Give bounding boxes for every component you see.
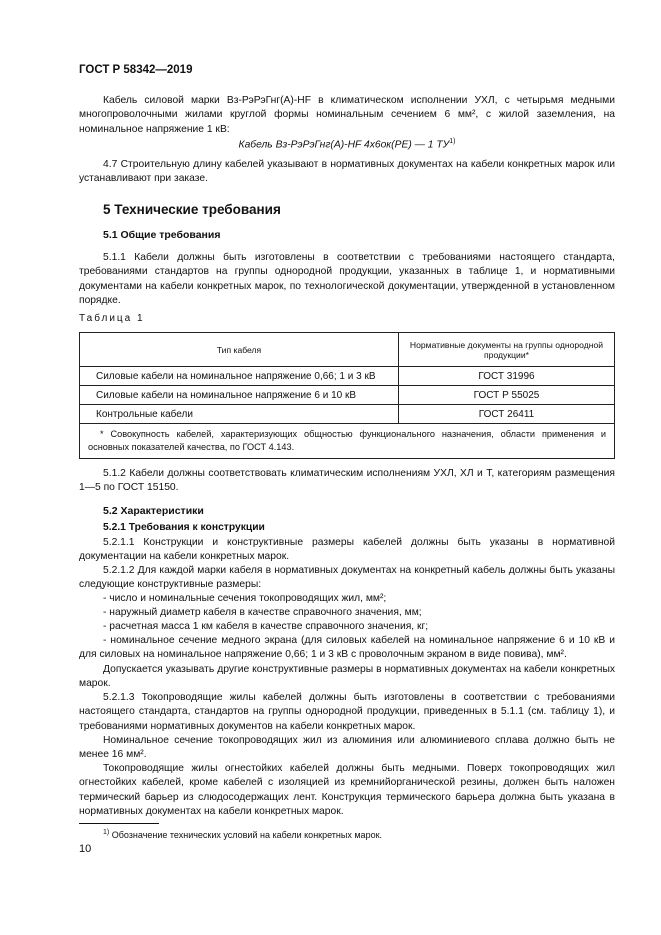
table-cell: Силовые кабели на номинальное напряжение 0,66; 1 и 3 кВ: [80, 367, 399, 386]
footnote-mark: 1): [103, 829, 110, 836]
list-item: - расчетная масса 1 км кабеля в качестве справочного значения, кг;: [103, 621, 429, 632]
table-caption: Таблица 1: [79, 313, 145, 324]
standard-header: ГОСТ Р 58342—2019: [79, 64, 193, 76]
paragraph-5-2-1-3: 5.2.1.3 Токопроводящие жилы кабелей должны быть изготовлены в соответствии с требованиями настоящего стандарта, стандартов на группы однородной продукции, приведенных в 5.1.1 (см. таблицу 1), и требованиями нормативных документов на кабели конкретных марок.: [79, 692, 615, 732]
table-header-normative-docs: Нормативные документы на группы однородной продукции*: [399, 333, 615, 367]
table-footnote-text: * Совокупность кабелей, характеризующих общностью функционального назначения, области применения и основных показателей качества, по ГОСТ 4.143.: [88, 429, 606, 452]
formula-text: Кабель Вз-РэРэГнг(А)-HF 4х6ок(PE) — 1 ТУ: [238, 139, 450, 151]
table-cell: ГОСТ 31996: [399, 367, 615, 386]
table-row: [80, 386, 615, 405]
formula-footnote-mark: 1): [449, 138, 456, 145]
list-item: - наружный диаметр кабеля в качестве справочного значения, мм;: [103, 607, 422, 618]
paragraph-5-1-1: 5.1.1 Кабели должны быть изготовлены в соответствии с требованиями настоящего стандарта, требованиями стандартов на группы однородной продукции, указанных в таблице 1, и нормативными документами на кабели конкретных марок, по технологической документации, утвержденной в установленном порядке.: [79, 252, 615, 306]
table-row: [80, 405, 615, 424]
list-item: - номинальное сечение медного экрана (для силовых кабелей на номинальное напряжение 6 и 10 кВ и для силовых на номинальное напряжение 0,66; 1 и 3 кВ с проволочным экраном в виде повива), мм².: [79, 635, 615, 661]
page-footnote: [103, 829, 382, 840]
table-cell: Силовые кабели на номинальное напряжение 6 и 10 кВ: [80, 386, 399, 405]
table-row: [80, 367, 615, 386]
paragraph-5-2-1-2: 5.2.1.2 Для каждой марки кабеля в нормативных документах на конкретный кабель должны быть указаны следующие конструктивные размеры:: [79, 565, 615, 591]
page-number: 10: [79, 843, 92, 855]
section-5-2-heading: 5.2 Характеристики: [103, 505, 204, 517]
section-5-2-1-heading: 5.2.1 Требования к конструкции: [103, 522, 265, 533]
footnote-text: Обозначение технических условий на кабели конкретных марок.: [111, 830, 383, 840]
section-5-heading: 5 Технические требования: [103, 202, 281, 217]
table-footnote: [80, 424, 615, 459]
footnote-divider: [79, 823, 159, 824]
paragraph-aluminium: Номинальное сечение токопроводящих жил из алюминия или алюминиевого сплава должно быть не менее 16 мм².: [79, 735, 615, 761]
table-cell: Контрольные кабели: [80, 405, 399, 424]
example-paragraph: Кабель силовой марки Вз-РэРэГнг(А)-HF в климатическом исполнении УХЛ, с четырьмя медными многопроволочными жилами круглой формы номинальным сечением 6 мм², с жилой заземления, на номинальное напряжение 1 кВ:: [79, 95, 615, 135]
table-cell: ГОСТ 26411: [399, 405, 615, 424]
table-cell: ГОСТ Р 55025: [399, 386, 615, 405]
table-footnote-row: [80, 424, 615, 459]
paragraph-5-1-2: 5.1.2 Кабели должны соответствовать климатическим исполнениям УХЛ, ХЛ и Т, категориям размещения 1—5 по ГОСТ 15150.: [79, 468, 615, 494]
paragraph-5-2-1-1: 5.2.1.1 Конструкции и конструктивные размеры кабелей должны быть указаны в нормативной документации на кабели конкретных марок.: [79, 537, 615, 563]
list-item: - число и номинальные сечения токопроводящих жил, мм²;: [103, 593, 387, 604]
paragraph-fire-resistant: Токопроводящие жилы огнестойких кабелей должны быть медными. Поверх токопроводящих жил огнестойких кабелей, кроме кабелей с изоляцией из кремнийорганической резины, должен быть наложен термический барьер из слюдосодержащих лент. Конструкция термического барьера должна быть указана в нормативных документах на кабели конкретных марок.: [79, 763, 615, 817]
section-5-1-heading: 5.1 Общие требования: [103, 229, 221, 241]
paragraph-4-7: 4.7 Строительную длину кабелей указывают в нормативных документах на кабели конкретных марок или устанавливают при заказе.: [79, 159, 615, 185]
paragraph-allowed-dimensions: Допускается указывать другие конструктивные размеры в нормативных документах на кабели конкретных марок.: [79, 664, 615, 690]
table-1: [79, 332, 615, 459]
table-header-cable-type: Тип кабеля: [80, 333, 399, 367]
cable-designation-formula: [79, 138, 615, 150]
table-header-row: [80, 333, 615, 367]
